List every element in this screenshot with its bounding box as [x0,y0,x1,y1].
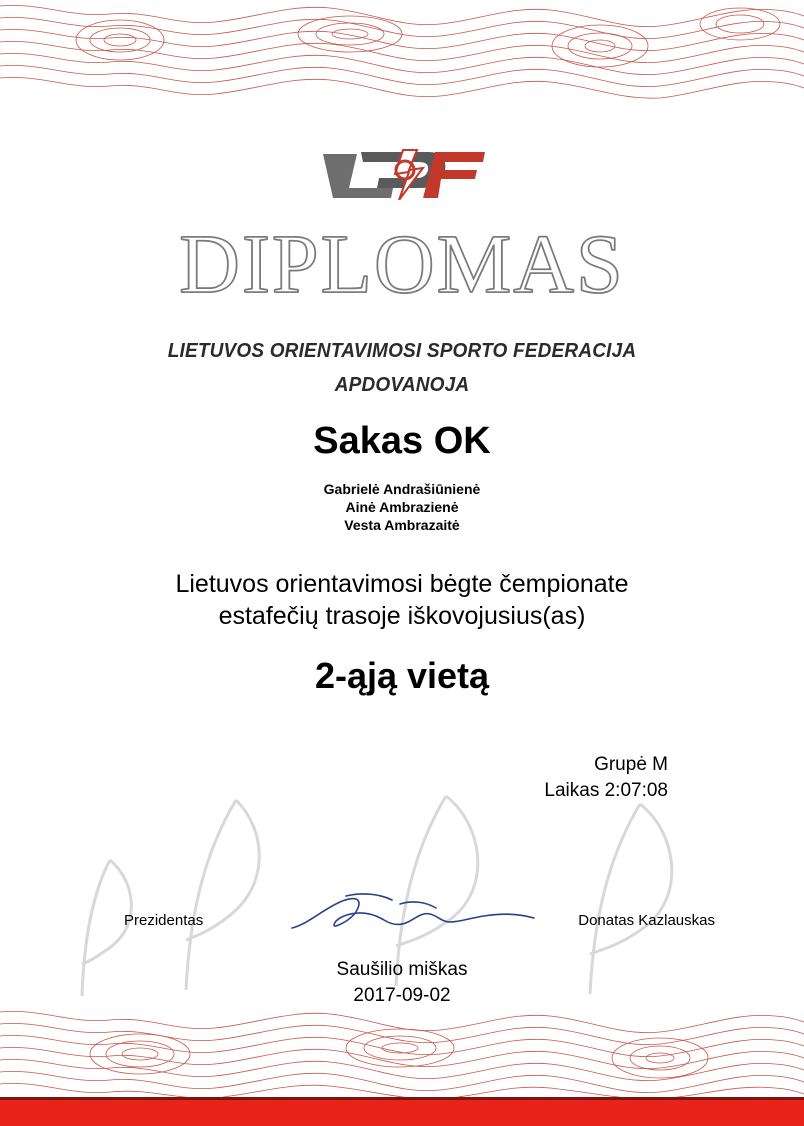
list-item: Vesta Ambrazaitė [344,517,460,533]
event-description [0,568,804,632]
venue-and-date [0,957,804,1009]
document-title: DIPLOMAS [179,218,625,311]
place-awarded: 2-ąją vietą [314,655,490,696]
signature-role-label: Prezidentas [124,912,204,929]
list-item: Gabrielė Andrašiūnienė [323,481,481,497]
group-label: Grupė M [594,754,668,775]
federation-line-1: LIETUVOS ORIENTAVIMOSI SPORTO FEDERACIJA [167,340,637,362]
signature-image [288,890,538,938]
venue-label: Saušilio miškas [336,959,468,980]
event-description-line-1: Lietuvos orientavimosi bėgte čempionate [175,570,629,598]
signature-name: Donatas Kazlauskas [578,912,715,929]
event-description-line-2: estafečių trasoje iškovojusius(as) [218,602,586,630]
losf-logo-icon [317,148,487,200]
contour-decoration-bottom [0,1000,804,1100]
federation-line-2: APDOVANOJA [334,374,470,396]
time-label: Laikas 2:07:08 [544,780,668,801]
contour-decoration-top [0,0,804,100]
result-details [544,752,668,804]
bottom-accent-bar [0,1100,804,1126]
list-item: Ainė Ambrazienė [345,499,459,515]
member-list [0,480,804,534]
club-name: Sakas OK [313,420,491,462]
date-label: 2017-09-02 [353,985,451,1006]
